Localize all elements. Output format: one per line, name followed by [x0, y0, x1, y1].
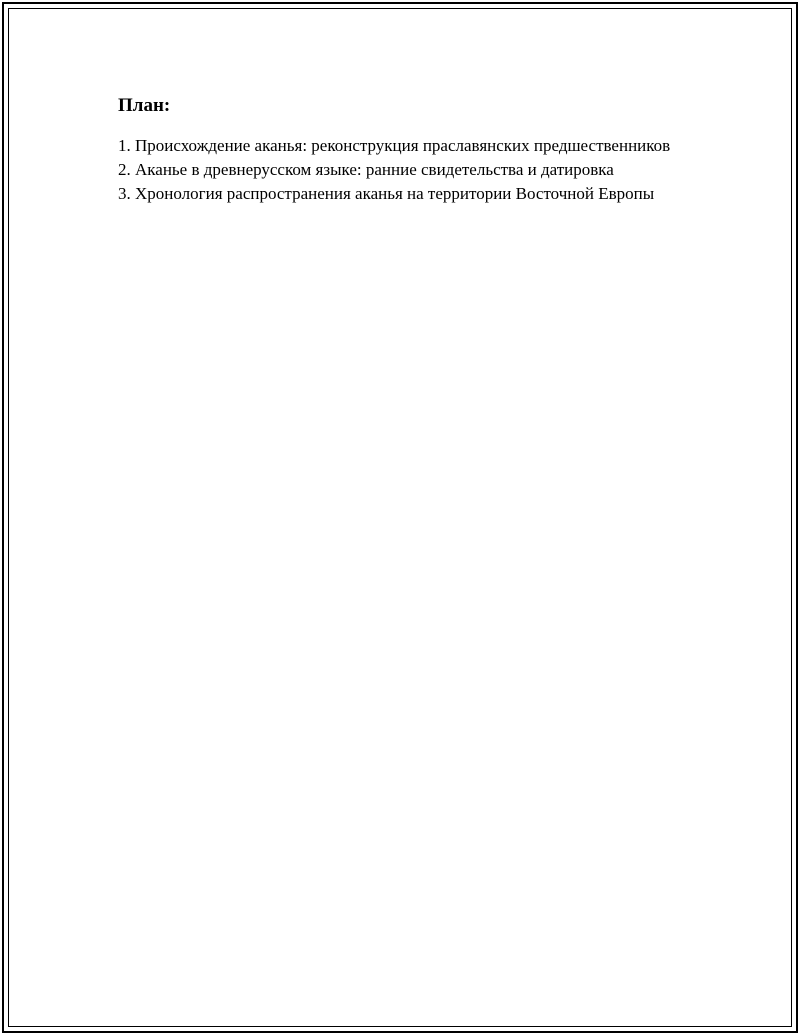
page-content: [118, 94, 678, 206]
plan-item-1: 1. Происхождение аканья: реконструкция праславянских предшественников: [118, 136, 671, 155]
plan-heading: План:: [118, 95, 171, 116]
plan-item-2: 2. Аканье в древнерусском языке: ранние свидетельства и датировка: [118, 160, 614, 179]
plan-item-3: 3. Хронология распространения аканья на территории Восточной Европы: [118, 184, 655, 203]
plan-list: [118, 134, 678, 206]
